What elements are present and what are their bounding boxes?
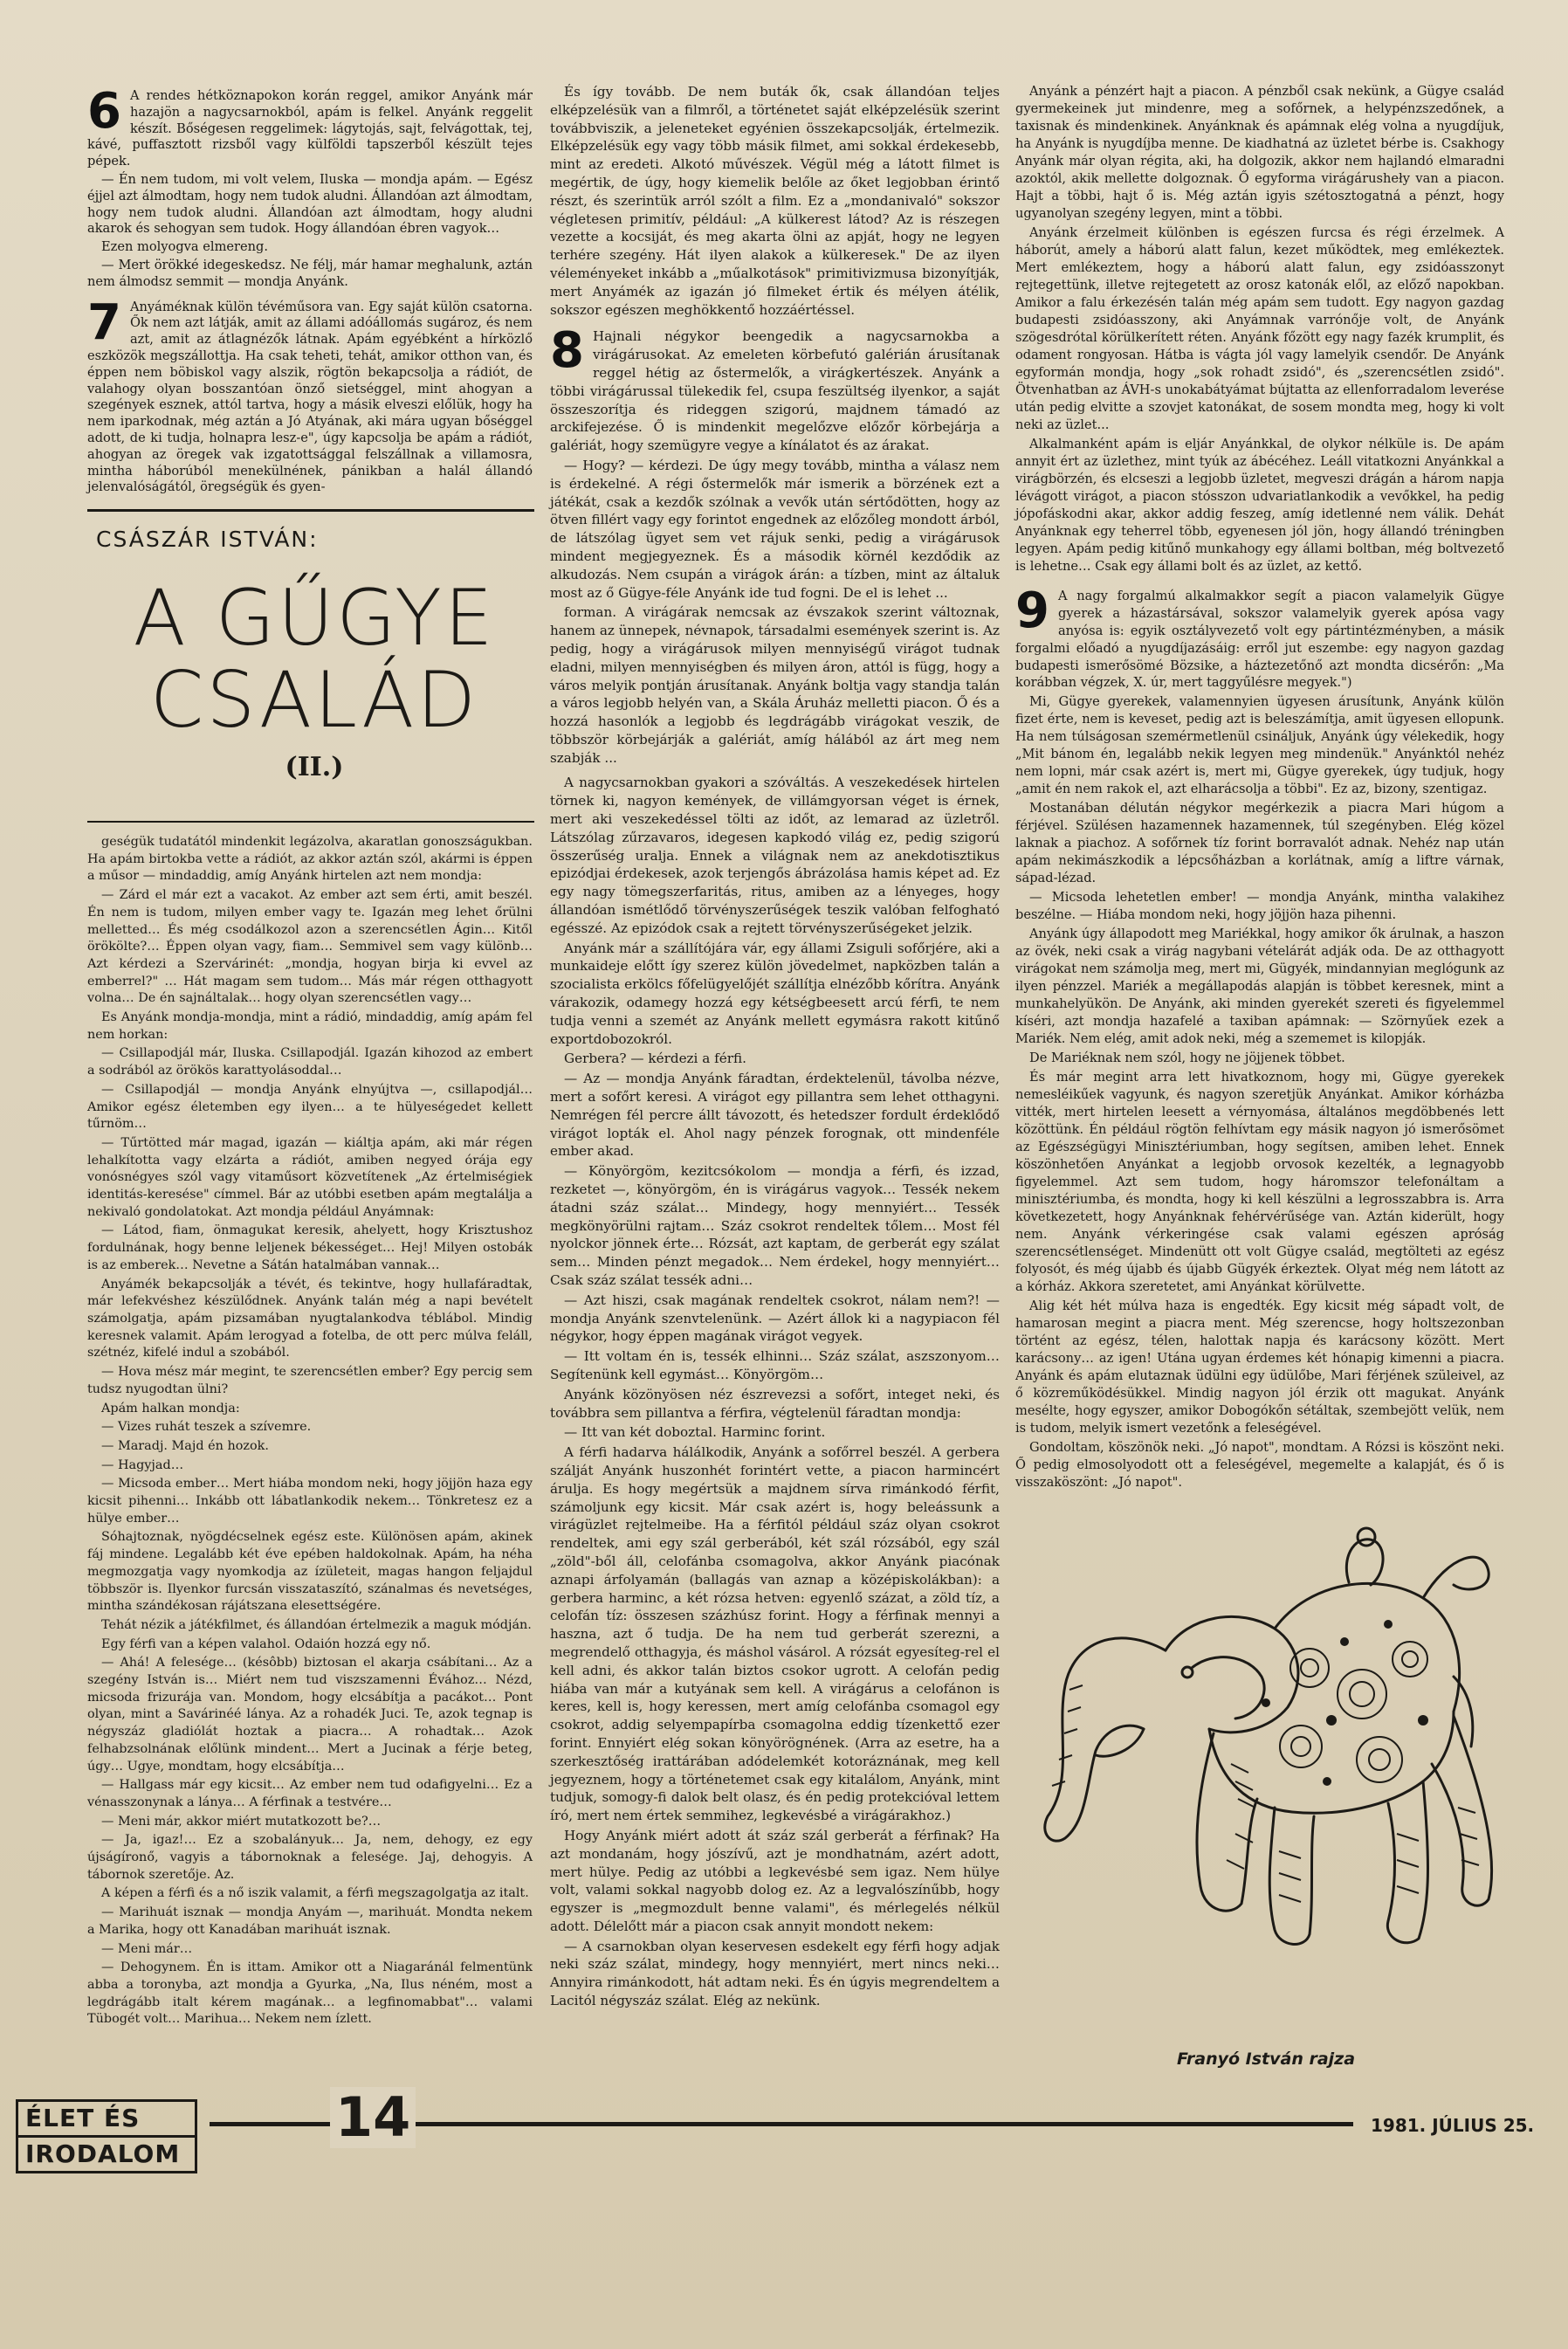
paragraph: — Csillapodjál — mondja Anyánk elnyújtva —, csillapodjál… Amikor egész életemben egy ilyen… a te hülyeségedet kellett tűrnöm… bbox=[87, 1082, 533, 1132]
paragraph: — Maradj. Majd én hozok. bbox=[101, 1438, 269, 1453]
section-6 bbox=[87, 83, 533, 291]
column-3-top bbox=[1015, 83, 1504, 575]
paragraph: — Hagyjad… bbox=[101, 1457, 184, 1472]
section-number: 7 bbox=[87, 293, 121, 351]
paragraph: Sóhajtoznak, nyögdécselnek egész este. Különösen apám, akinek fáj mindene. Legalább két éve epében haldokolnak. Apám, ha néha megmozgatja vagy nyomkodja az ízületeit, magas hangon feljajdul többször is. Ilyenkor furcsán visszataszító, szánalmas és nevetséges, mintha szándékosan rájátszana elesettségére. bbox=[87, 1530, 533, 1614]
paragraph: — Meni már, akkor miért mutatkozott be?… bbox=[101, 1814, 382, 1829]
paragraph: — Micsoda lehetetlen ember! — mondja Anyánk, mintha valakihez beszélne. — Hiába mondom neki, hogy jöjjön haza pihenni. bbox=[1015, 890, 1504, 923]
title-line-1: A GŰGYE bbox=[133, 573, 496, 663]
paragraph: — Én nem tudom, mi volt velem, Iluska — mondja apám. — Egész éjjel azt álmodtam, hogy nem tudok aludni. Állandóan azt álmodtam, hogy nem tudok aludni. Állandóan azt álmodtam, hogy aludni akarok és sehogyan sem tudok. Hogy állandóan ébren vagyok… bbox=[87, 171, 533, 237]
paragraph: — Ja, igaz!… Ez a szobalányuk… Ja, nem, dehogy, ez egy újságíronő, vagyis a tábornoknak a felesége. Jaj, dehogyis. A tábornok szeretője. Az. bbox=[87, 1833, 533, 1882]
paragraph: Alig két hét múlva haza is engedték. Egy kicsit még sápadt volt, de hamarosan megint a piacra ment. Még szerencse, hogy holtszezonban történt az egész, télen, halottak napja és karácsony között. Mert karácsony… az igen! Utána ugyan érdemes két hónapig kimenni a piacra. Anyánk és apám elutaznak üdülni egy üdülőbe, Mari férjének szüleivel, az ő közreműködésükkel. Mindig nagyon jól érzik ott magukat. Anyánk mesélte, hogy egyszer, amikor Dobogókőn sétáltak, szembejött velük, nem is tudom, melyik ismert vezetőnk a feleségével. bbox=[1015, 1298, 1504, 1436]
paragraph: — Vizes ruhát teszek a szívemre. bbox=[101, 1420, 312, 1435]
paragraph: Egy férfi van a képen valahol. Odaión hozzá egy nő. bbox=[101, 1636, 431, 1651]
paragraph: A rendes hétköznapokon korán reggel, amikor Anyánk már hazajön a nagycsarnokból, apám is felkel. Anyánk reggelit készít. Bőségesen reggelimek: lágytojás, sajt, felvágottak, tej, kávé, puffasztott rizsből vagy külföldi tapszerből készült tejes pépek. bbox=[87, 88, 533, 169]
article-title-block bbox=[96, 527, 533, 815]
publication-logo bbox=[16, 2099, 208, 2173]
article-title bbox=[96, 573, 533, 745]
section-6-body bbox=[87, 83, 533, 291]
section-8-body bbox=[550, 322, 1000, 602]
issue-date: 1981. JÚLIUS 25. bbox=[1371, 2115, 1535, 2136]
paragraph: — Csillapodjál már, Iluska. Csillapodjál. Igazán kihozod az embert a sodrából az örökös karattyolásoddal… bbox=[87, 1046, 533, 1078]
column-2-bottom bbox=[550, 774, 1000, 2009]
paragraph: — Hogy? — kérdezi. De úgy megy tovább, mintha a válasz nem is érdekelné. A régi őstermelők már ismerik a börzének ezt a játékát, csak a kezdők szólnak a vevők után sértődötten, hogy az ötven fillért vagy egy forintot engednek az előzőleg mondott árból, de látszólag ügyet sem vet rájuk senki, pedig a virágárusok mindent megjegyeznek. És a második körnél kezdődik az alkudozás. Nem csupán a virágok árán: a tízben, mint az általuk most az ő Gügye-féle Anyánk ide tud fogni. De el is lehet ... bbox=[550, 457, 1000, 601]
section-number: 8 bbox=[550, 322, 584, 380]
paragraph: Anyánk a pénzért hajt a piacon. A pénzből csak nekünk, a Gügye család gyermekeinek jut mindenre, meg a sofőrnek, a helypénzszedőnek, a taxisnak és mindenkinek. Anyánknak és apámnak elég volna a nyugdíjuk, ha Anyánk is nyugdíjba menne. De kiadhatná az üzletet bérbe is. Csakhogy Anyánk már olyan régita, aki, ha dolgozik, akkor nem hajlandó elmaradni azoktól, akik mellette dolgoznak. Ő egyforma virágárusheły van a piacon. Hajt a többi, hajt ő is. Még aztán igyis szétosztogatná a pénzt, hogy ugyanolyan szegény legyen, mint a többi. bbox=[1015, 84, 1504, 221]
paragraph: Anyámék bekapcsolják a tévét, és tekintve, hogy hullafáradtak, már lefekvéshez készülődnek. Anyánk talán még a napi bevételt számolgatja, apám pizsamában nyugtalankodva téblábol. Mindig keresnek valamit. Apám lerogyad a fotelba, de ott perc múlva feláll, szétnéz, kifelé indul a szobából. bbox=[87, 1277, 533, 1360]
paragraph: Anyánk érzelmeit különben is egészen furcsa és régi érzelmek. A háborút, amely a háború alatt falun, kezet működtek, meg emlékeztek. Mert emlékeztem, hogy a háború alatt falun, egy zsidóasszonyt rejtegettünk, illetve rejtegetett az orosz katonák elől, az előző napokban. Amikor a falu érkezésén talán még apám sem tudott. Egy nagyon gazdag budapesti zsidóasszony, aki Anyámnak varrónője volt, de Anyánk szögesdrótal körülkerített réten. Anyánk főzött egy nagy fazék krumplit, és odament rongyosan. Hátba is vágta jól vagy lamelyik csendőr. De Anyánk egyformán mondja, hogy „sok rohadt zsidó", és „szerencsétlen zsidó". Ötvenhatban az ÁVH-s unokabátyámat bújtatta az ellenforradalom leverése után pedig elvitte a szovjet katonákat, de sosem mondta meg, hogy ki volt neki az üzlet... bbox=[1015, 224, 1504, 432]
paragraph: És így tovább. De nem buták ők, csak állandóan teljes elképzelésük van a filmről, a történetet saját elképzelésük szerint továbbviszik, a jeleneteket egyénien összekapcsolják, értelmezik. Elképzelésük egy vagy több másik filmet, ami sokkal érdekesebb, mint az eredeti. Alkotó művészek. Végül még a látott filmet is megértik, de úgy, hogy kiemelik belőle az őket legjobban érintő részt, és szerintük arról szólt a film. Ez a „mondanivaló" sokszor végletesen primitív, például: „A külkerest látod? Az is részegen vezette a kocsiját, és meg akarta ölni az apját, hogy ne legyen terhére szegény. Hát ilyen alakok a külkeresek." De az ilyen véleményeket inkább a „műalkotások" primitivizmusa bizonyítják, mert Anyámék az igazán jó filmeket értik és mélyen átélik, sokszor egészen meghökkentő hozzáértéssel. bbox=[550, 84, 1000, 318]
paragraph: — Mert örökké idegeskedsz. Ne félj, már hamar meghalunk, aztán nem álmodsz semmit — mondja Anyánk. bbox=[87, 257, 533, 289]
section-7-body bbox=[87, 293, 533, 497]
paragraph: geségük tudatától mindenkit legázolva, akaratlan gonoszságukban. Ha apám birtokba vette a rádiót, az akkor aztán szól, akármi is éppen a műsor — mindaddig, amíg Anyánk hirtelen azt nem mondja: bbox=[87, 835, 533, 884]
paragraph: Anyánk közönyösen néz észrevezsi a sofőrt, integet neki, és továbbra sem pillantva a férfira, végtelenül fáradtan mondja: bbox=[550, 1386, 1000, 1421]
title-line-2: CSALÁD bbox=[149, 655, 479, 745]
paragraph: — Hova mész már megint, te szerencsétlen ember? Egy percig sem tudsz nyugodtan ülni? bbox=[87, 1365, 533, 1396]
paragraph: Anyáméknak külön tévéműsora van. Egy saját külön csatorna. Ők nem azt látják, amit az állami adóállomás sugároz, és nem azt, amit az átlagnézők látnak. Apám egyébként a hírközlő eszközök megszállottja. Ha csak teheti, tehát, amikor otthon van, és éppen nem böbiskol vagy alszik, rögtön bekapcsolja a rádiót, de valahogy olyan bosszantóan önző sietséggel, mint ahogyan a szegények esznek, attól tartva, hogy a másik elveszi előlük, hogy ha nem iparkodnak, még aztán a Jó Atyának, aki mára ugyan bőséggel adott, de ki tudja, holnapra lesz-e", úgy kapcsolja be apám a rádiót, ahogyan az öregek vak izgatottsággal felszállnak a villamosra, mintha háborúból menekülnének, pánikban a halál állandó jelenvalóságától, öregségük és gyen- bbox=[87, 299, 533, 495]
paragraph: És már megint arra lett hivatkoznom, hogy mi, Gügye gyerekek nemesléikűek vagyunk, és nagyon szeretjük Anyánkat. Amikor kórházba vitték, mert hirtelen leesett a vérnyomása, általános megdöbbenés lett közöttünk. Én például rögtön felhívtam egy másik nagyon jó ismerősömet az Egészségügyi Minisztériumban, hogy segítsen, amiben lehet. Ennek köszönhetően Anyánkat a legjobb orvosok kezelték, a legnagyobb figyelemmel. Azt sem tudom, hogy háromszor telefonáltam a minisztériumba, és mondta, hogy ki kell készülni a legrosszabbra is. Arra következetett, hogy Anyánknak fehérvérűsége van. Aztán kiderült, hogy nem. Anyánk vérkeringése csak valami egészen apróság szerencsétlenséget. Mindenütt ott volt Gügye család, megtölteti az egész folyosót, és még újabb és újabb Gügyék érkeztek. Olyat még nem látott az a kórház. Akkora szeretetet, ami Anyánkat körülvette. bbox=[1015, 1070, 1504, 1294]
paragraph: — Hallgass már egy kicsit… Az ember nem tud odafigyelni… Ez a vénasszonynak a lánya… A férfinak a testvére… bbox=[87, 1778, 533, 1809]
column-2 bbox=[550, 83, 1000, 2012]
elephant-illustration bbox=[1013, 1519, 1502, 2026]
paragraph: Tehát nézik a játékfilmet, és állandóan értelmezik a maguk módján. bbox=[101, 1617, 532, 1632]
paragraph: — Meni már… bbox=[101, 1941, 193, 1956]
section-9 bbox=[1015, 582, 1504, 1491]
paragraph: Ezen molyogva elmereng. bbox=[101, 239, 269, 255]
paragraph: Hajnali négykor beengedik a nagycsarnokba a virágárusokat. Az emeleten körbefutó galérián árusítanak reggel hétig az őstermelők, a virágkertészek. Anyánk a többi virágárussal tülekedik fel, csupa feszültség ilyenkor, a saját összeszorítja és rideggen szigorú, majdnem támadó az arckifejezése. Ő is mindenkit megelőzve előzőr körbejárja a galériát, hogy szemügyre vegye a kínálatot és az árakat. bbox=[550, 328, 1000, 454]
title-bottom-rule bbox=[87, 821, 534, 823]
paragraph: — Tűrtötted már magad, igazán — kiáltja apám, aki már régen lehalkította vagy elzárta a rádiót, amiben negyed órája egy vonósnégyes szól vagy vitaműsort közvetítenek „Az értelmiségiek identitás-keresése" címmel. Bár az utóbbi esetben apám megtalálja a nekivaló gondolatokat. Azt mondja például Anyámnak: bbox=[87, 1135, 533, 1219]
paragraph: De Mariéknak nem szól, hogy ne jöjjenek többet. bbox=[1029, 1051, 1345, 1066]
logo-line-1: ÉLET ÉS bbox=[16, 2099, 197, 2138]
paragraph: Gondoltam, köszönök neki. „Jó napot", mondtam. A Rózsi is köszönt neki. Ő pedig elmosolyodott ott a feleségével, megemelte a kalapját, és ő is visszaköszönt: „Jó napot". bbox=[1015, 1439, 1504, 1490]
author-name: CSÁSZÁR ISTVÁN: bbox=[96, 527, 319, 552]
paragraph: Hogy Anyánk miért adott át száz szál gerberát a férfinak? Ha azt mondanám, hogy jószívű, azt je mondhatnám, azért adott, mert hülye. Pedig az utóbbi a legkevésbé sem igaz. Nem hülye volt, valami sokkal nagyobb dolog ez. Az a legvalószínűbb, hogy egyszer is „megmozdult benne valami", és mérlegelés nélkül adott. Délelőtt már a piacon csak annyit mondott nekem: bbox=[550, 1827, 1000, 1934]
column-1-body bbox=[87, 834, 533, 2029]
section-9-body bbox=[1015, 582, 1504, 1491]
paragraph: Alkalmanként apám is eljár Anyánkkal, de olykor nélküle is. De apám annyit ért az üzlethez, mint tyúk az ábécéhez. Leáll vitatkozni Anyánkkal a virágbörzén, és elcseszi a legjobb üzletet, megveszi drágán a három napja lévágott virágot, a piacon stósszon udvariatlankodik a vevőkkel, ha pedig jópofáskodni akar, akkor addig feszeg, amíg idetlenné nem válik. Dehát Anyánknak egy teherrel több, egyenesen jól jön, hogy állandó tréningben legyen. Apám pedig kitűnő munkahogy egy állami boltban, még boltvezető is lehetne… Csak egy állami bolt és az üzlet, az kettő. bbox=[1015, 436, 1504, 574]
column-2-top bbox=[550, 83, 1000, 319]
paragraph: — Marihuát isznak — mondja Anyám —, marihuát. Mondta nekem a Marika, hogy ott Kanadában marihuát isznak. bbox=[87, 1905, 533, 1937]
illustration-caption: Franyó István rajza bbox=[1177, 2049, 1356, 2069]
paragraph: A nagycsarnokban gyakori a szóváltás. A veszekedések hirtelen törnek ki, nagyon kemények, de villámgyorsan véget is érnek, mert aki veszekedéssel tölti az időt, az lemarad az üzletről. Látszólag zűrzavaros, idegesen kapkodó világ ez, pedig szigorú összerűség uralja. Ennek a világnak nem az anekdotisztikus epizódjai érdekesek, azok terjengős ábrázolása hamis képet ad. Ez egy nagy tömegszerfaritás, ritus, amiben az a lényeges, hogy állandóan ismétlődő törvényszerűségek teszik valóban felfogható egésszé. Az epizódok csak a rejtett törvényszerűségeket jelzik. bbox=[550, 775, 1000, 936]
paragraph: — Itt voltam én is, tessék elhinni… Száz szálat, aszszonyom… Segítenünk kell egymást… Könyörgöm… bbox=[550, 1348, 1000, 1382]
paragraph: — Micsoda ember… Mert hiába mondom neki, hogy jöjjön haza egy kicsit pihenni… Inkább ott lábatlankodik nekem… Tönkretesz ez a hülye ember… bbox=[87, 1477, 533, 1526]
paragraph: Apám halkan mondja: bbox=[101, 1401, 240, 1416]
section-7 bbox=[87, 293, 533, 497]
column-3 bbox=[1015, 83, 1504, 1493]
section-number: 6 bbox=[87, 83, 121, 140]
paragraph: — Zárd el már ezt a vacakot. Az ember azt sem érti, amit beszél. Én nem is tudom, milyen ember vagy te. Igazán meg lehet őrülni melletted… És még csodálkozol azon a szerencsétlen Ágin… Kitől örökölte?… Éppen olyan vagy, fiam… Semmivel sem vagy különb… Azt kérdezi a Szervárinét: „mondja, hogyan birja ki evvel az emberrel?" … Hát magam sem tudom… Más már régen otthagyott volna… De én sajnáltalak… hogy olyan szerencsétlen vagy… bbox=[87, 888, 533, 1006]
part-number: (II.) bbox=[285, 752, 344, 782]
paragraph: Mi, Gügye gyerekek, valamennyien ügyesen árusítunk, Anyánk külön fizet érte, nem is keveset, pedig azt is beleszámítja, amit ügyesen ellopunk. Ha nem túlságosan szemérmetlenül csináljuk, Anyánk úgy vélekedik, hogy „Mit bánom én, legalább nekik legyen meg mindenük." Anyánktól nehéz nem lopni, már csak azért is, mert mi, Gügye gyerekek, úgy tudjuk, hogy „amit én nem rakok el, azt elharácsolja a többi". Ez az, bizony, szentigaz. bbox=[1015, 694, 1504, 797]
paragraph: Gerbera? — kérdezi a férfi. bbox=[564, 1051, 746, 1067]
paragraph: — A csarnokban olyan keservesen esdekelt egy férfi hogy adjak neki száz szálat, mindegy, hogy mennyiért, mert nincs neki… Annyira rimánkodott, hát adtam neki. És én úgyis megrendeltem a Lacitól négyszáz szálat. Elég az nekünk. bbox=[550, 1938, 1000, 2009]
title-top-rule bbox=[87, 509, 534, 512]
paragraph: A képen a férfi és a nő iszik valamit, a férfi megszagolgatja az italt. bbox=[101, 1886, 529, 1901]
section-number: 9 bbox=[1015, 582, 1049, 639]
page-number: 14 bbox=[330, 2087, 416, 2148]
paragraph: forman. A virágárak nemcsak az évszakok szerint változnak, hanem az ünnepek, névnapok, társadalmi események szerint is. Az pedig, hogy a virágárusok milyen mennyiségű virágot tudnak eladni, milyen mennyiségben és milyen áron, attól is függ, hogy a város melyik pontján árusítanak. Anyánk boltja vagy standja talán a város legjobb helyén van, a Skála Áruház melletti piacon. Ő és a hozzá hasonlók a legjobb és legdrágább virágokat veszik, de többször körbejárják a galériát, amíg hálából az árt meg nem szabják ... bbox=[550, 604, 1000, 766]
paragraph: A férfi hadarva hálálkodik, Anyánk a sofőrrel beszél. A gerbera szálját Anyánk huszonhét forintért vette, a piacon harmincért árulja. Es hogy megértsük a majdnem sírva rimánkodó férfit, számoljunk egy kicsit. Már csak azért is, hogy beleássunk a virágüzlet rejtelmeibe. Ha a férfitól például száz olyan csokrot rendeltek, ami egy szál gerberából, két szál rózsából, egy szál „zöld"-ből áll, celofánba csomagolva, akkor Anyánk piacónak aznapi árfolyamán (ballagás van aznap a középiskolákban): a gerbera harminc, a két rózsa hetven: egyenlő százat, a zöld tíz, a celofán tíz: összesen százhúsz forint. Hogy a férfinak mennyi a haszna, azt ő tudja. De ha nem tud gerberát szerezni, a megrendelő otthagyja, és máshol vásárol. A rózsát egyesíteg-rel el kell adni, és akkor talán biztos csokor ugrott. A celofán pedig hiába van már a kutyának sem kell. A virágárus a celofánon is keres, kell is, hogy keressen, mert amíg celofánba csomagol egy csokrot, addig selyempapírba csomagolna eddig tízenkettő ezer forint. Ennyiért elég sokan könyörögnének. (Arra az esetre, ha a szerkesztőség irattárában adódelemkét kotoráznának, meg kell jegyeznem, hogy a történetemet csak egy kitalálom, Anyánk, mint tudjuk, somogy-fi dalok belt olasz, és én pedig protekcióval lettem író, mert nem értek semmihez, legkevésbé a virágárakhoz.) bbox=[550, 1444, 1000, 1824]
paragraph: — Ahá! A felesége… (késôbb) biztosan el akarja csábítani… Az a szegény István is… Miért nem tud viszszamenni Évához… Nézd, micsoda frizurája van. Mondom, hogy elcsábítja a pacákot… Pont olyan, mint a Savárinéé lánya. Az a rohadék Juci. Te, azok tegnap is négyszáz gladiólát hoztak a piacra… A rohadtak… Azok felhabzsolnának előlünk mindent… Mert a Jucinak a férje beteg, úgy… Ugye, mondtam, hogy elcsábítja… bbox=[87, 1656, 533, 1774]
column-1-bottom bbox=[87, 834, 533, 2030]
paragraph: — Dehogynem. Én is ittam. Amikor ott a Niagaránál felmentünk abba a toronyba, azt mondja a Gyurka, „Na, Ilus néném, most a legdrágább italt kérem magának… a legfinomabbat"… valami Tübogét volt… Marihua… Nekem nem ízlett. bbox=[87, 1960, 533, 2027]
paragraph: Mostanában délután négykor megérkezik a piacra Mari húgom a férjével. Szülésen hazamennek hazamennek, túl szegényben. Elég közel laknak a piachoz. A sofőrnek tíz forint borravalót adnak. Nehéz nap után apám nekimászkodik a lépcsőházban a korlátnak, amíg a liftre várnak, sápad-lézad. bbox=[1015, 801, 1504, 886]
paragraph: A nagy forgalmú alkalmakkor segít a piacon valamelyik Gügye gyerek a házastársával, sokszor valamelyik gyerek apósa vagy anyósa is: egyik osztályvezető volt egy pártintézményben, a másik forgalmi előadó a nyugdíjazásáig: erről jut eszembe: egy nagyon gazdag budapesti ismerősömé Bözsike, a háztezetőnő azt mondta dicsérőn: „Ma korábban végzek, X. úr, mert taggyűlésre megyek.") bbox=[1015, 588, 1504, 691]
paragraph: — Látod, fiam, önmagukat keresik, ahelyett, hogy Krisztushoz fordulnának, hogy benne leljenek békességet… Hej! Milyen ostobák is az emberek… Nevetne a Sátán hatalmában vannak… bbox=[87, 1223, 533, 1272]
paragraph: Es Anyánk mondja-mondja, mint a rádió, mindaddig, amíg apám fel nem horkan: bbox=[87, 1010, 533, 1042]
section-8 bbox=[550, 322, 1000, 602]
paragraph: Anyánk már a szállítójára vár, egy állami Zsiguli sofőrjére, aki a munkaideje előtt így szerez külön jövedelmet, napközben talán a szocialista erkölcs főfelügyelőjét szállítja elnézőbb kőrítra. Anyánk várakozik, odamegy hozzá egy kétségbeesett arcú férfi, te nem tudja venni a szemét az Anyánk mellett egymásra rakott kitűnő exportdobozokról. bbox=[550, 940, 1000, 1047]
column-2-mid bbox=[550, 603, 1000, 767]
paragraph: — Itt van két doboztal. Harminc forint. bbox=[564, 1424, 826, 1441]
paragraph: — Könyörgöm, kezitcsókolom — mondja a férfi, és izzad, rezketet —, könyörgöm, én is virágárus vagyok… Tessék nekem átadni száz szálat… Mindegy, hogy mennyiért… Tessék megkönyörülni rajtam… Száz csokrot rendeltek tőlem… Most fél nyolckor jönnek érte… Rózsát, azt kaptam, de gerberát egy szálat sem… Minden pénzt megadok… Nem érdekel, hogy mennyiért… Csak száz szálat tessék adni… bbox=[550, 1163, 1000, 1288]
column-1-top bbox=[87, 83, 533, 498]
logo-line-2: IRODALOM bbox=[16, 2138, 197, 2173]
paragraph: — Azt hiszi, csak magának rendeltek csokrot, nálam nem?! — mondja Anyánk szenvtelenünk. — Azért állok ki a nagypiacon fél négykor, hogy éppen magának virágot vegyek. bbox=[550, 1292, 1000, 1345]
paragraph: — Az — mondja Anyánk fáradtan, érdektelenül, távolba nézve, mert a sofőrt keresi. A virágot egy pillantra sem lehet otthagyni. Nemrégen fél percre állt távozott, és hetedszer fordult érdeklődő virágot lopták el. Ahol nagy pénzek forognak, ott mindenféle ember akad. bbox=[550, 1071, 1000, 1160]
paragraph: Anyánk úgy állapodott meg Mariékkal, hogy amikor ők árulnak, a haszon az övék, neki csak a virág nagybani vételárát adják oda. De az otthagyott virágokat nem számolja meg, mert mi, Gügyék, mindannyian meglógunk az ilyen pénzzel. Mariék a megállapodás alapján is többet keresnek, mint a munkahelyükön. De Anyánk, aki minden gyerekét szereti és figyelemmel kíséri, azt mondja hazafelé a taxiban apámnak: — Szörnyűek ezek a Mariék. Nem elég, amit adok neki, még a szememet is kilopják. bbox=[1015, 927, 1504, 1047]
